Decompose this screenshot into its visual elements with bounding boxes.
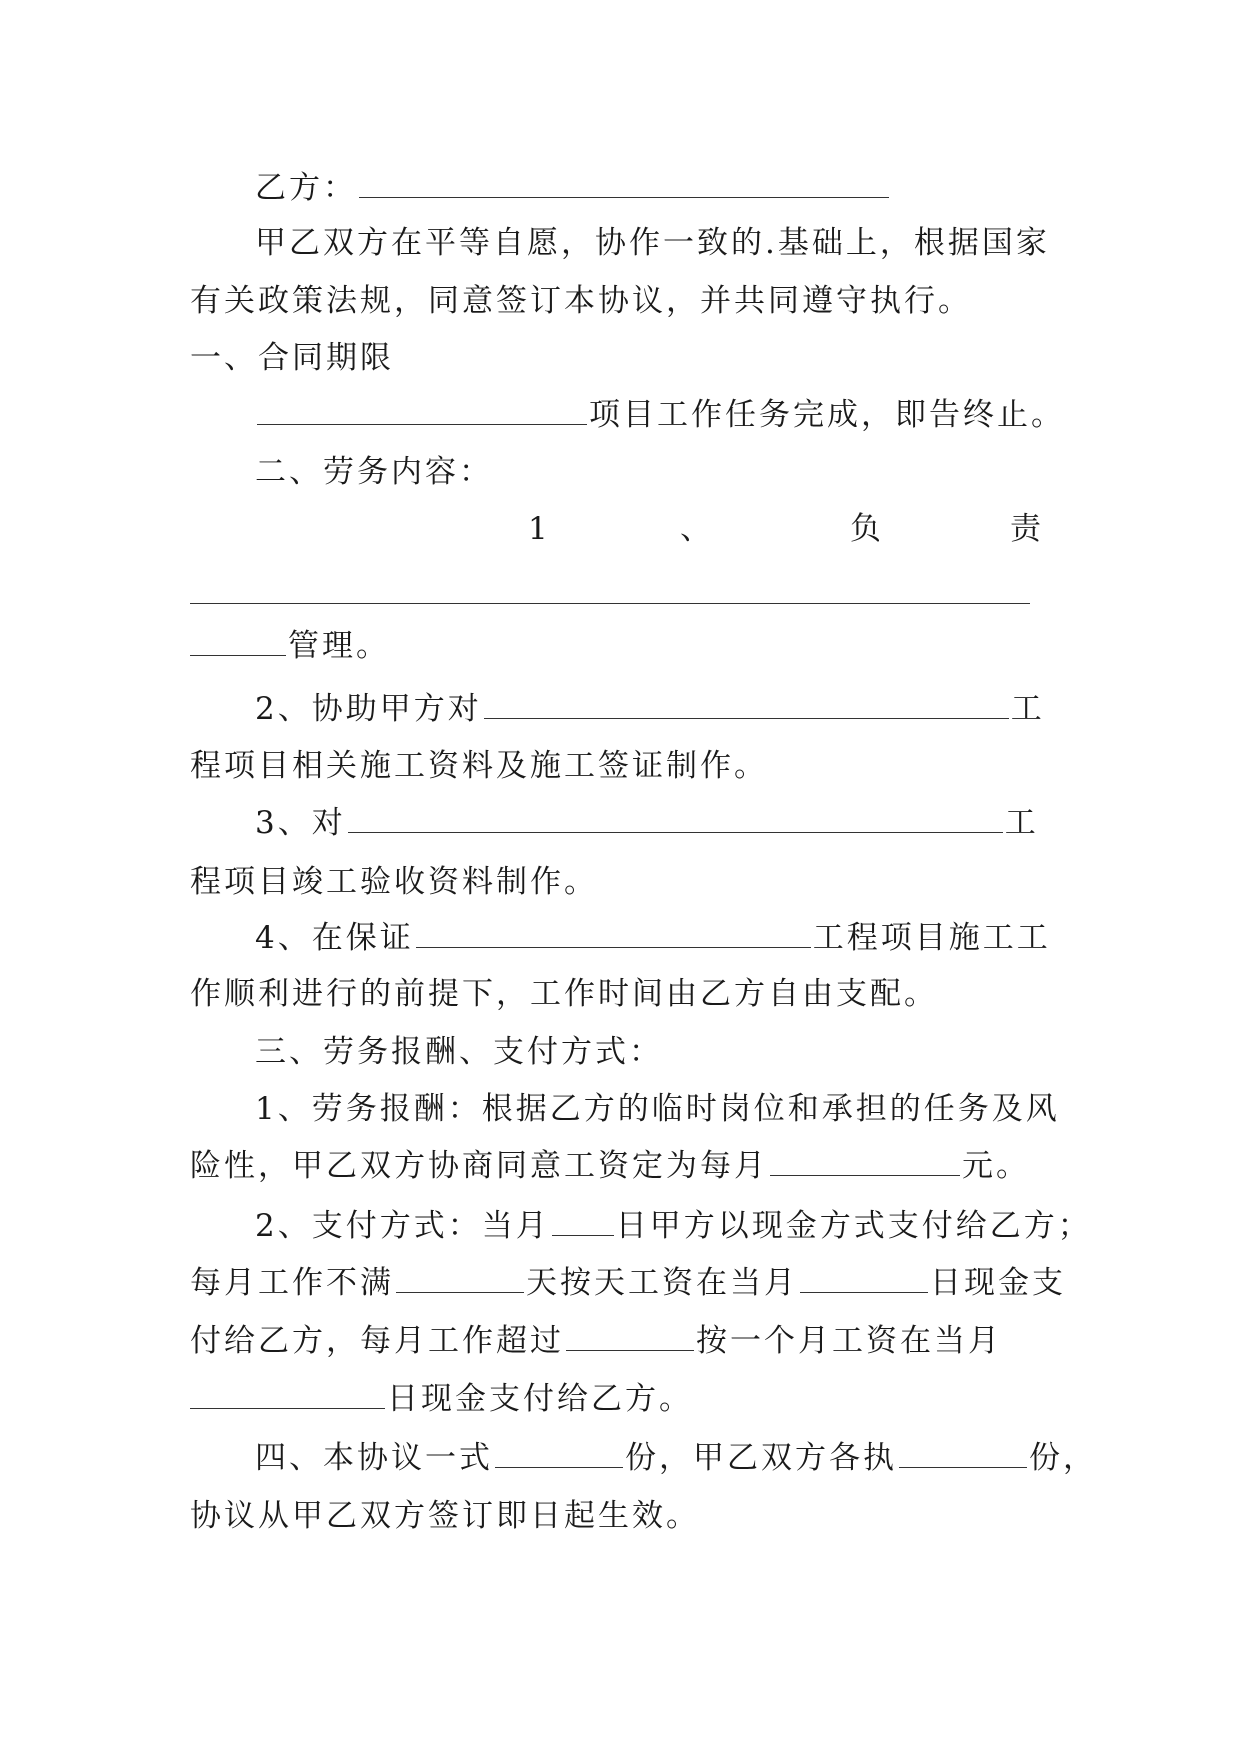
pay-item-2-l3-b: 按一个月工资在当月 [696, 1323, 1002, 1359]
intro-line-1: 甲乙双方在平等自愿，协作一致的.基础上，根据国家 [255, 225, 1050, 261]
item-4-suffix: 工程项目施工工 [812, 920, 1051, 956]
item-3-line-2: 程项目竣工验收资料制作。 [190, 864, 598, 900]
pay-item-1-prefix: 险性，甲乙双方协商同意工资定为每月 [190, 1148, 768, 1184]
section-4-l1-b: 份，甲乙双方各执 [625, 1440, 897, 1476]
item-1-full-blank[interactable] [190, 603, 1030, 604]
item-4-blank[interactable] [416, 921, 811, 948]
pay-item-2-line-3 [190, 1315, 1241, 1367]
over-days-blank[interactable] [566, 1324, 694, 1351]
item-2-blank[interactable] [484, 692, 1009, 719]
item-2-end: 工 [1010, 691, 1045, 727]
section-4-line-2: 协议从甲乙双方签订即日起生效。 [190, 1498, 700, 1534]
pay-item-2-l1-suffix: 日甲方以现金方式支付给乙方； [615, 1208, 1092, 1244]
item-3-line-1 [255, 797, 1241, 849]
section-4-l1-c: 份， [1029, 1440, 1097, 1476]
pay-item-1-suffix: 元。 [962, 1148, 1030, 1184]
item-1-word-1: 负 [850, 511, 881, 547]
item-4-line-1 [255, 912, 1241, 964]
item-1-tail: 管理。 [288, 628, 390, 664]
item-3-blank[interactable] [348, 806, 1003, 833]
party-b-line [255, 162, 1241, 214]
item-1-word-2: 责 [1010, 511, 1041, 547]
pay-item-2-l3-a: 付给乙方，每月工作超过 [190, 1323, 564, 1359]
daily-pay-day-blank[interactable] [800, 1266, 928, 1293]
item-3-end: 工 [1004, 805, 1039, 841]
pay-item-2-l4: 日现金支付给乙方。 [387, 1381, 693, 1417]
section-3-title: 三、劳务报酬、支付方式： [255, 1034, 663, 1070]
pay-item-2-line-2 [190, 1257, 1241, 1309]
pay-item-2-l2-a: 每月工作不满 [190, 1265, 394, 1301]
pay-item-2-line-1 [255, 1200, 1241, 1252]
item-1-num: 1 [528, 511, 548, 547]
pay-item-1-line-2 [190, 1140, 1241, 1192]
party-b-blank[interactable] [359, 171, 889, 198]
section-1-title: 一、合同期限 [190, 340, 394, 376]
item-2-prefix: 2、协助甲方对 [255, 691, 482, 727]
item-2-line-2: 程项目相关施工资料及施工签证制作。 [190, 748, 768, 784]
copies-each-blank[interactable] [899, 1441, 1027, 1468]
pay-item-1-line-1: 1、劳务报酬：根据乙方的临时岗位和承担的任务及风 [255, 1091, 1060, 1127]
party-b-label: 乙方： [255, 170, 357, 206]
pay-item-2-line-4 [190, 1373, 1241, 1425]
copies-total-blank[interactable] [495, 1441, 623, 1468]
item-3-prefix: 3、对 [255, 805, 346, 841]
less-days-blank[interactable] [396, 1266, 524, 1293]
pay-item-2-l2-b: 天按天工资在当月 [526, 1265, 798, 1301]
term-blank[interactable] [257, 398, 587, 425]
section-1-text: 项目工作任务完成，即告终止。 [589, 397, 1065, 433]
item-1-line [0, 503, 1241, 555]
item-1-short-blank[interactable] [190, 629, 286, 656]
pay-day-blank[interactable] [552, 1209, 614, 1236]
item-2-line-1 [255, 683, 1241, 735]
intro-line-2: 有关政策法规，同意签订本协议，并共同遵守执行。 [190, 283, 972, 319]
item-4-line-2: 作顺利进行的前提下，工作时间由乙方自由支配。 [190, 976, 938, 1012]
monthly-pay-day-blank[interactable] [190, 1382, 385, 1409]
pay-item-2-l2-c: 日现金支 [930, 1265, 1066, 1301]
pay-item-2-l1-prefix: 2、支付方式：当月 [255, 1208, 550, 1244]
item-1-sep: 、 [680, 511, 711, 547]
section-4-l1-a: 四、本协议一式 [255, 1440, 493, 1476]
item-1-tail-line [190, 620, 1241, 672]
item-4-prefix: 4、在保证 [255, 920, 414, 956]
section-4-line-1 [255, 1432, 1241, 1484]
monthly-wage-blank[interactable] [770, 1149, 960, 1176]
section-1-text-line [255, 389, 1241, 441]
section-2-title: 二、劳务内容： [255, 454, 493, 490]
